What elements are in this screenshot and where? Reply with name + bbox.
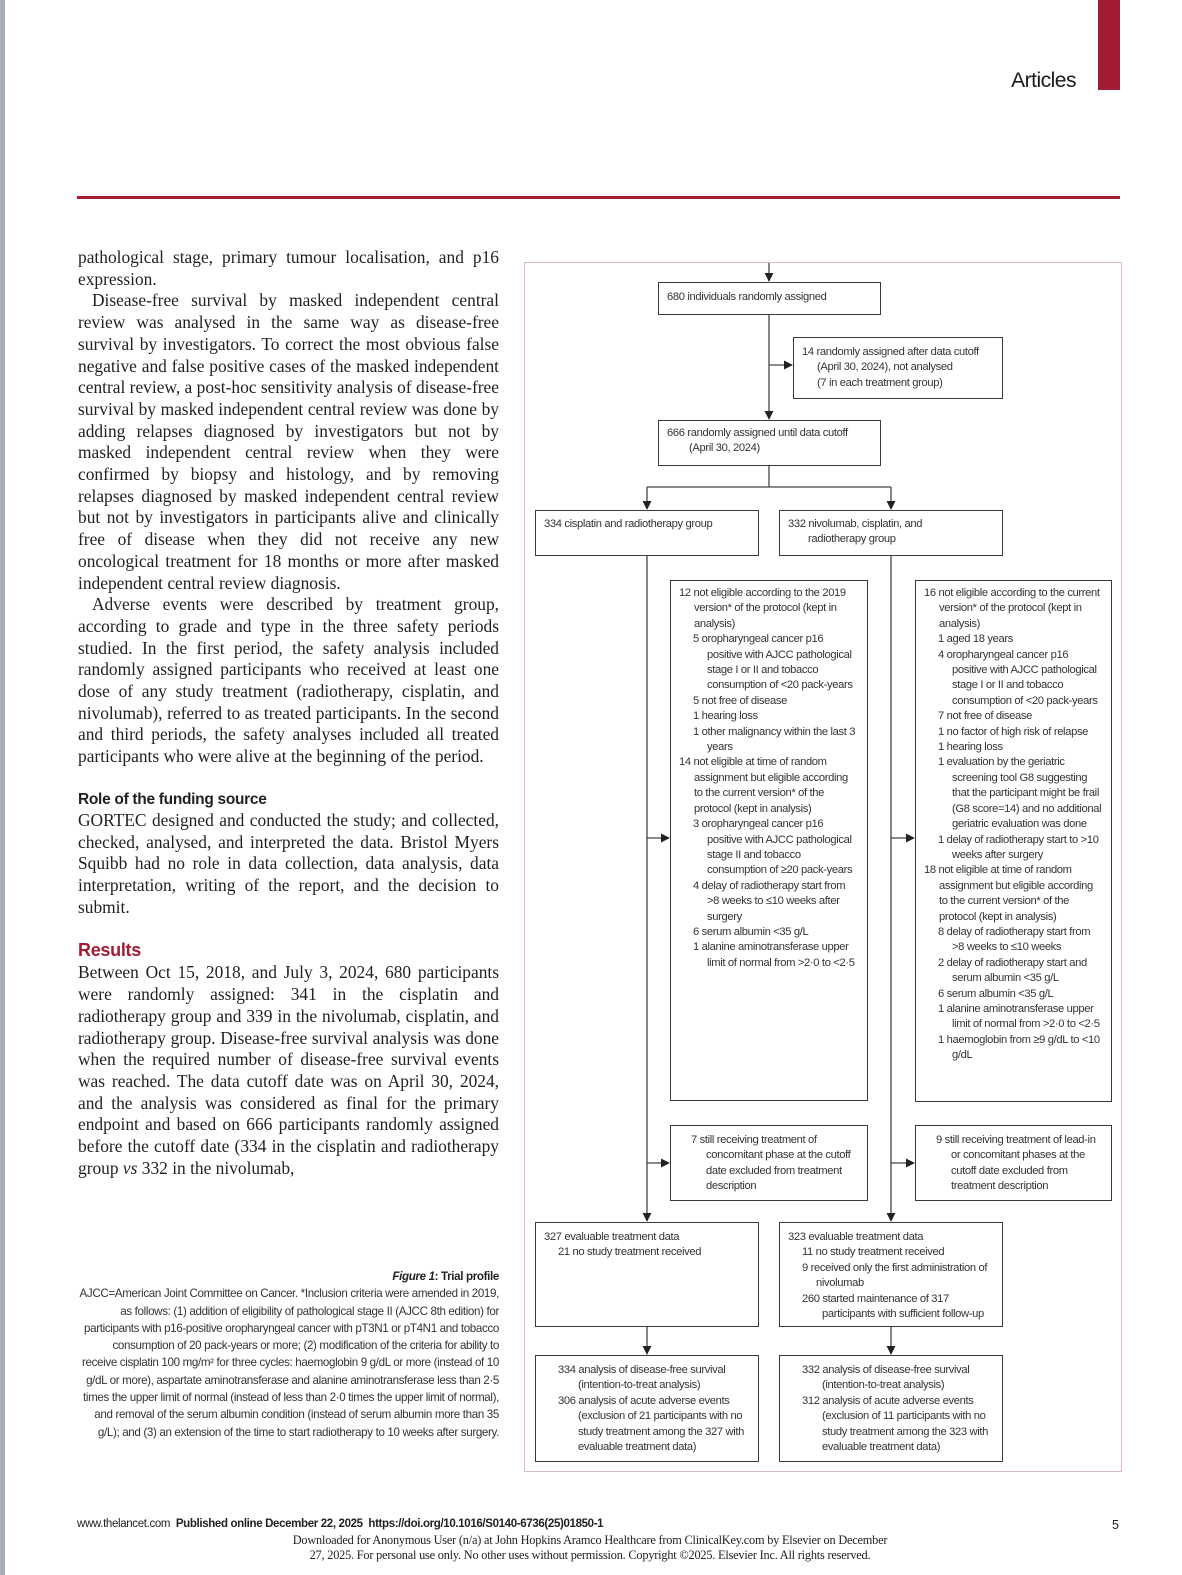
paragraph: pathological stage, primary tumour localisation, and p16 expression. xyxy=(78,247,499,289)
analysis-list xyxy=(788,1363,994,1455)
page-footer xyxy=(77,1518,603,1530)
flow-entry: 1 evaluation by the geriatric screening tool G8 suggesting that the participant might be frail (G8 score=14) and no additional geriatric evaluation was done xyxy=(938,756,1102,831)
paragraph: Adverse events were described by treatment group, according to grade and type in the three safety periods studied. In the first period, the safety analysis included randomly assigned participants who received at least one dose of any study treatment (radiotherapy, cisplatin, and nivolumab), referred to as treated participants. In the second and third periods, the safety analyses included all treated participants who were alive at the beginning of the period. xyxy=(78,594,499,767)
flow-entry: 1 no factor of high risk of relapse xyxy=(938,725,1089,738)
caption-text: AJCC=American Joint Committee on Cancer. *Inclusion criteria were amended in 2019, as follows: (1) addition of eligibility of pathological stage II (AJCC 8th edition) for participants with p16-positive oropharyngeal cancer with pT3N1 or pT4N1 and tobacco consumption of 20 pack-years or more; (2) modification of the criteria for ability to receive cisplatin 100 mg/m² for three cycles: haemoglobin 9 g/dL or more (instead of 10 g/dL or more), aspartate aminotransferase and alanine aminotransferase less than 2·5 times the upper limit of normal (instead of less than 2·0 times the upper limit of normal), and removal of the serum albumin condition (instead of serum albumin more than 35 g/L); and (3) an extension of the time to start radiotherapy to 10 weeks after surgery. xyxy=(79,1287,499,1439)
flow-entry: 4 oropharyngeal cancer p16 positive with AJCC pathological stage I or II and tobacco consumption of <20 pack-years xyxy=(938,648,1098,707)
journal-site-link[interactable]: www.thelancet.com xyxy=(77,1518,171,1530)
flow-entry: 260 started maintenance of 317 participants with sufficient follow-up xyxy=(802,1292,984,1321)
published-date: Published online December 22, 2025 xyxy=(175,1518,363,1530)
download-notice: Downloaded for Anonymous User (n/a) at John Hopkins Aramco Healthcare from ClinicalKey.com by Elsevier on December 27, 2025. For personal use only. No other uses without permission. Copyright ©2025. Elsevier Inc. All rights reserved. xyxy=(292,1533,888,1562)
flow-entry: 4 delay of radiotherapy start from >8 weeks to ≤10 weeks after surgery xyxy=(693,879,846,923)
flow-entry: 16 not eligible according to the current version* of the protocol (kept in analysis) xyxy=(924,587,1100,630)
header-rule xyxy=(77,196,1120,199)
flow-entry: 334 analysis of disease-free survival (intention-to-treat analysis) xyxy=(558,1364,726,1392)
arm-b-group-box: 332 nivolumab, cisplatin, and radiotherapy group xyxy=(779,510,1003,556)
flow-entry: 1 delay of radiotherapy start to >10 weeks after surgery xyxy=(938,833,1099,861)
analysis-list xyxy=(544,1363,750,1455)
flow-entry: 327 evaluable treatment data xyxy=(544,1231,680,1243)
arm-a-still-receiving-box xyxy=(670,1125,868,1201)
flow-entry: 323 evaluable treatment data xyxy=(788,1231,924,1243)
flow-entry: 1 alanine aminotransferase upper limit of normal from >2·0 to <2·5 xyxy=(938,1002,1100,1031)
arm-a-group-box: 334 cisplatin and radiotherapy group xyxy=(535,510,759,556)
randomised-box: 680 individuals randomly assigned xyxy=(658,282,881,315)
flow-entry: 6 serum albumin <35 g/L xyxy=(938,987,1054,1000)
flow-entry: 12 not eligible according to the 2019 version* of the protocol (kept in analysis) xyxy=(679,587,846,630)
flow-entry: 306 analysis of acute adverse events (exclusion of 21 participants with no study treatment among the 327 with evaluable treatment data) xyxy=(558,1394,744,1454)
flow-entry: 21 no study treatment received xyxy=(558,1246,702,1259)
flow-entry: 7 still receiving treatment of concomitant phase at the cutoff date excluded from treatment description xyxy=(691,1134,851,1193)
results-heading: Results xyxy=(78,940,141,961)
body-column xyxy=(78,247,499,1179)
arm-a-eligibility-box xyxy=(670,580,868,1101)
still-receiving-list xyxy=(936,1133,1103,1195)
eligibility-list xyxy=(679,586,859,971)
still-receiving-list xyxy=(691,1133,859,1195)
arm-b-evaluable-box xyxy=(779,1222,1003,1327)
flow-entry: 3 oropharyngeal cancer p16 positive with AJCC pathological stage II and tobacco consumption of ≥20 pack-years xyxy=(693,818,853,877)
section-label: Articles xyxy=(1011,69,1076,92)
flow-entry: 7 not free of disease xyxy=(938,710,1033,723)
arm-b-eligibility-box xyxy=(915,580,1112,1102)
paragraph: Between Oct 15, 2018, and July 3, 2024, 680 participants were randomly assigned: 341 in the cisplatin and radiotherapy group and 339 in the nivolumab, cisplatin, and radiotherapy group. Disease-free survival analysis was done when the required number of disease-free survival events was reached. The data cutoff date was on April 30, 2024, and the analysis was considered as final for the primary endpoint and based on 666 participants randomly assigned before the cutoff date (334 in the cisplatin and radiotherapy group vs 332 in the nivolumab, xyxy=(78,962,499,1178)
doi-link[interactable]: https://doi.org/10.1016/S0140-6736(25)01850-1 xyxy=(368,1518,604,1530)
flow-entry: 18 not eligible at time of random assignment but eligible according to the current version* of the protocol (kept in analysis) xyxy=(924,864,1093,923)
arm-b-still-receiving-box xyxy=(915,1125,1112,1201)
figure-caption xyxy=(78,1268,499,1441)
arm-a-analysis-box xyxy=(535,1355,759,1462)
flow-entry: 8 delay of radiotherapy start from >8 weeks to ≤10 weeks xyxy=(938,925,1091,954)
excluded-after-cutoff-box: 14 randomly assigned after data cutoff (April 30, 2024), not analysed (7 in each treatment group) xyxy=(793,337,1003,399)
flow-entry: 1 hearing loss xyxy=(693,710,758,723)
evaluable-list xyxy=(788,1230,994,1322)
figure-title: Figure 1: Trial profile xyxy=(392,1270,499,1283)
page-number: 5 xyxy=(1112,1518,1119,1532)
viewer-edge xyxy=(0,0,5,1575)
flow-entry: 5 not free of disease xyxy=(693,694,788,707)
flow-entry: 312 analysis of acute adverse events (exclusion of 11 participants with no study treatment among the 323 with evaluable treatment data) xyxy=(802,1394,988,1454)
flow-entry: 11 no study treatment received xyxy=(802,1246,945,1259)
flow-entry: 14 not eligible at time of random assignment but eligible according to the current version* of the protocol (kept in analysis) xyxy=(679,756,848,815)
flow-entry: 9 still receiving treatment of lead-in or concomitant phases at the cutoff date excluded from treatment description xyxy=(936,1134,1096,1193)
flow-entry: 1 haemoglobin from ≥9 g/dL to <10 g/dL xyxy=(938,1033,1100,1062)
flow-entry: 1 other malignancy within the last 3 years xyxy=(693,725,856,754)
eligibility-list xyxy=(924,586,1103,1064)
funding-heading: Role of the funding source xyxy=(78,790,267,808)
flow-entry: 1 alanine aminotransferase upper limit of normal from >2·0 to <2·5 xyxy=(693,941,855,969)
flow-entry: 1 aged 18 years xyxy=(938,633,1013,646)
paragraph: GORTEC designed and conducted the study; and collected, checked, analysed, and interpreted the data. Bristol Myers Squibb had no role in data collection, data analysis, data interpretation, writing of the report, and the decision to submit. xyxy=(78,809,499,917)
trial-profile-flowchart xyxy=(524,262,1122,1472)
flow-entry: 9 received only the first administration of nivolumab xyxy=(802,1261,988,1290)
flow-entry: 332 analysis of disease-free survival (intention-to-treat analysis) xyxy=(802,1364,970,1392)
journal-accent-tab xyxy=(1098,0,1120,90)
paragraph: Disease-free survival by masked independent central review was analysed in the same way as disease-free survival by investigators. To correct the most obvious false negative and false positive cases of the masked independent central review, a post-hoc sensitivity analysis of disease-free survival by masked independent central review was done by adding relapses diagnosed by investigators but not by masked independent central review when they were confirmed by biopsy and histology, and by removing relapses diagnosed by masked independent central review but not by investigators in participants alive and clinically free of disease when they did not receive any new oncological treatment for 18 months or more after masked independent central review diagnosis. xyxy=(78,290,499,593)
arm-a-evaluable-box xyxy=(535,1222,759,1327)
evaluable-list xyxy=(544,1230,750,1261)
flow-entry: 5 oropharyngeal cancer p16 positive with AJCC pathological stage I or II and tobacco consumption of <20 pack-years xyxy=(693,633,853,692)
flow-entry: 1 hearing loss xyxy=(938,741,1003,754)
flow-entry: 2 delay of radiotherapy start and serum albumin <35 g/L xyxy=(938,956,1087,985)
flow-entry: 6 serum albumin <35 g/L xyxy=(693,925,809,938)
until-cutoff-box: 666 randomly assigned until data cutoff (April 30, 2024) xyxy=(658,420,881,466)
arm-b-analysis-box xyxy=(779,1355,1003,1462)
